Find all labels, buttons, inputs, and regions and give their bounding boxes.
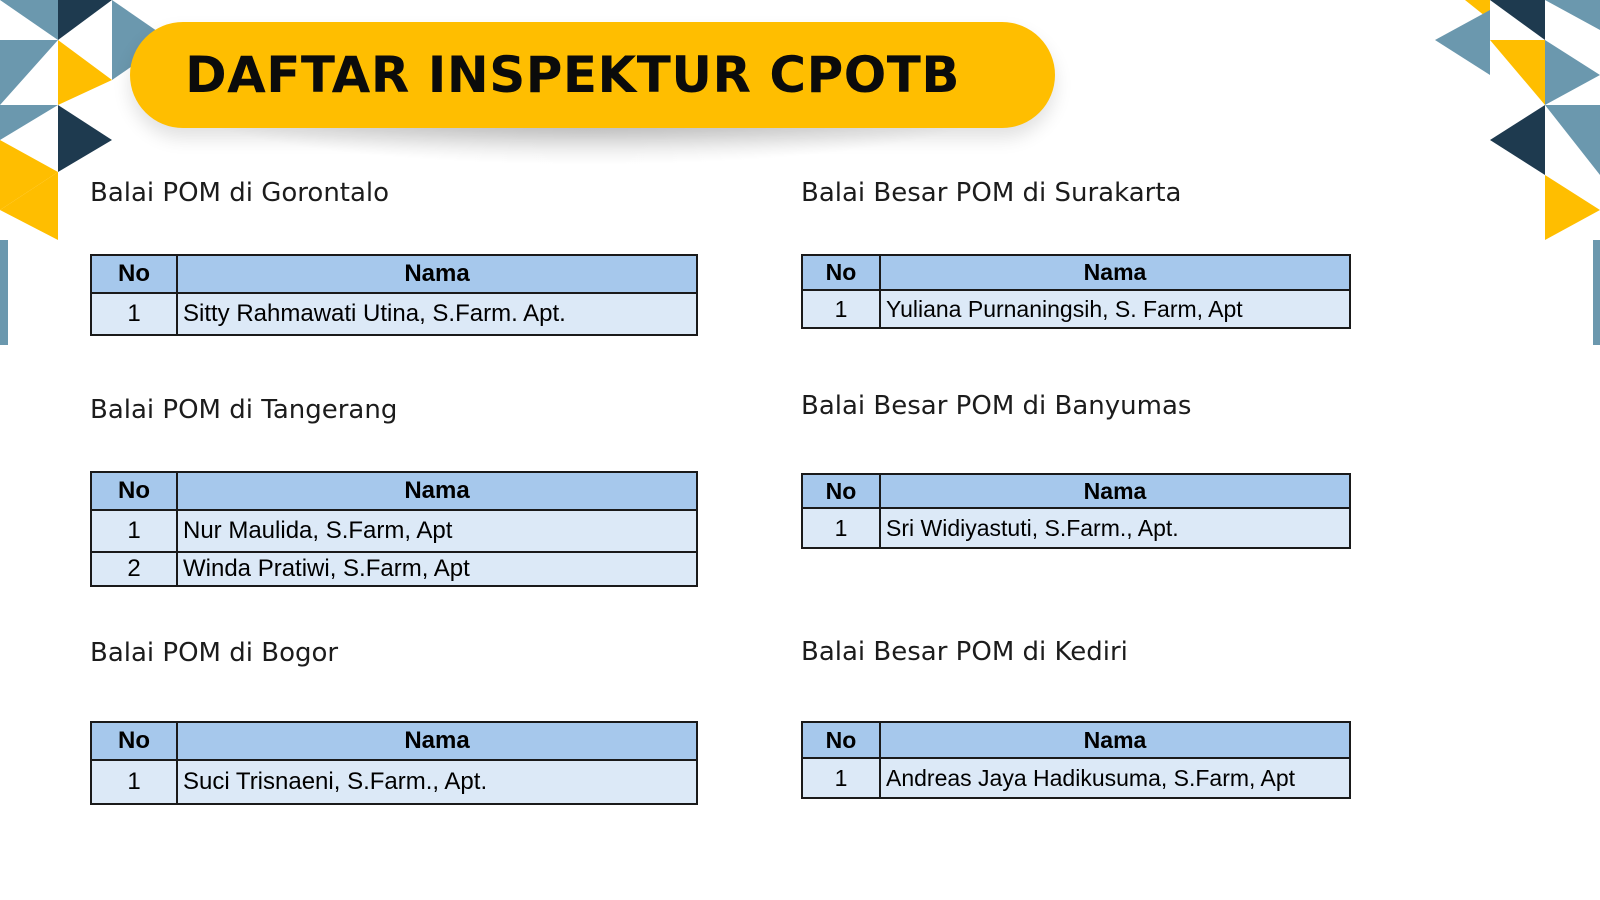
column-header-no: No [91, 472, 177, 510]
column-header-nama: Nama [177, 722, 697, 760]
table-row [91, 552, 697, 586]
table-row [802, 290, 1350, 328]
table-header-row [802, 722, 1350, 758]
section-title-surakarta: Balai Besar POM di Surakarta [801, 178, 1182, 208]
inspector-table-bogor [90, 721, 698, 805]
inspector-table-banyumas [801, 473, 1351, 549]
inspector-name: Andreas Jaya Hadikusuma, S.Farm, Apt [880, 758, 1350, 798]
column-header-no: No [91, 722, 177, 760]
column-header-nama: Nama [177, 472, 697, 510]
column-header-nama: Nama [880, 474, 1350, 508]
column-header-no: No [91, 255, 177, 293]
row-number: 1 [91, 760, 177, 804]
table-header-row [91, 255, 697, 293]
inspector-table-surakarta [801, 254, 1351, 329]
table-header-row [91, 722, 697, 760]
page-title: DAFTAR INSPEKTUR CPOTB [185, 46, 960, 104]
row-number: 1 [91, 293, 177, 335]
inspector-table-kediri [801, 721, 1351, 799]
inspector-name: Yuliana Purnaningsih, S. Farm, Apt [880, 290, 1350, 328]
row-number: 1 [802, 508, 880, 548]
inspector-table-tangerang [90, 471, 698, 587]
table-row [802, 758, 1350, 798]
table-header-row [91, 472, 697, 510]
row-number: 1 [802, 758, 880, 798]
title-banner [130, 22, 1055, 128]
row-number: 1 [91, 510, 177, 552]
inspector-name: Sri Widiyastuti, S.Farm., Apt. [880, 508, 1350, 548]
inspector-name: Nur Maulida, S.Farm, Apt [177, 510, 697, 552]
column-header-no: No [802, 474, 880, 508]
row-number: 2 [91, 552, 177, 586]
triangle-pattern-right [1425, 0, 1600, 345]
inspector-name: Winda Pratiwi, S.Farm, Apt [177, 552, 697, 586]
inspector-table-gorontalo [90, 254, 698, 336]
column-header-no: No [802, 255, 880, 290]
section-title-tangerang: Balai POM di Tangerang [90, 395, 398, 425]
table-row [91, 760, 697, 804]
table-header-row [802, 474, 1350, 508]
table-header-row [802, 255, 1350, 290]
table-row [91, 510, 697, 552]
column-header-nama: Nama [880, 722, 1350, 758]
section-title-kediri: Balai Besar POM di Kediri [801, 637, 1128, 667]
column-header-no: No [802, 722, 880, 758]
table-row [91, 293, 697, 335]
table-row [802, 508, 1350, 548]
inspector-name: Sitty Rahmawati Utina, S.Farm. Apt. [177, 293, 697, 335]
section-title-banyumas: Balai Besar POM di Banyumas [801, 391, 1192, 421]
section-title-gorontalo: Balai POM di Gorontalo [90, 178, 390, 208]
column-header-nama: Nama [177, 255, 697, 293]
column-header-nama: Nama [880, 255, 1350, 290]
row-number: 1 [802, 290, 880, 328]
section-title-bogor: Balai POM di Bogor [90, 638, 339, 668]
inspector-name: Suci Trisnaeni, S.Farm., Apt. [177, 760, 697, 804]
